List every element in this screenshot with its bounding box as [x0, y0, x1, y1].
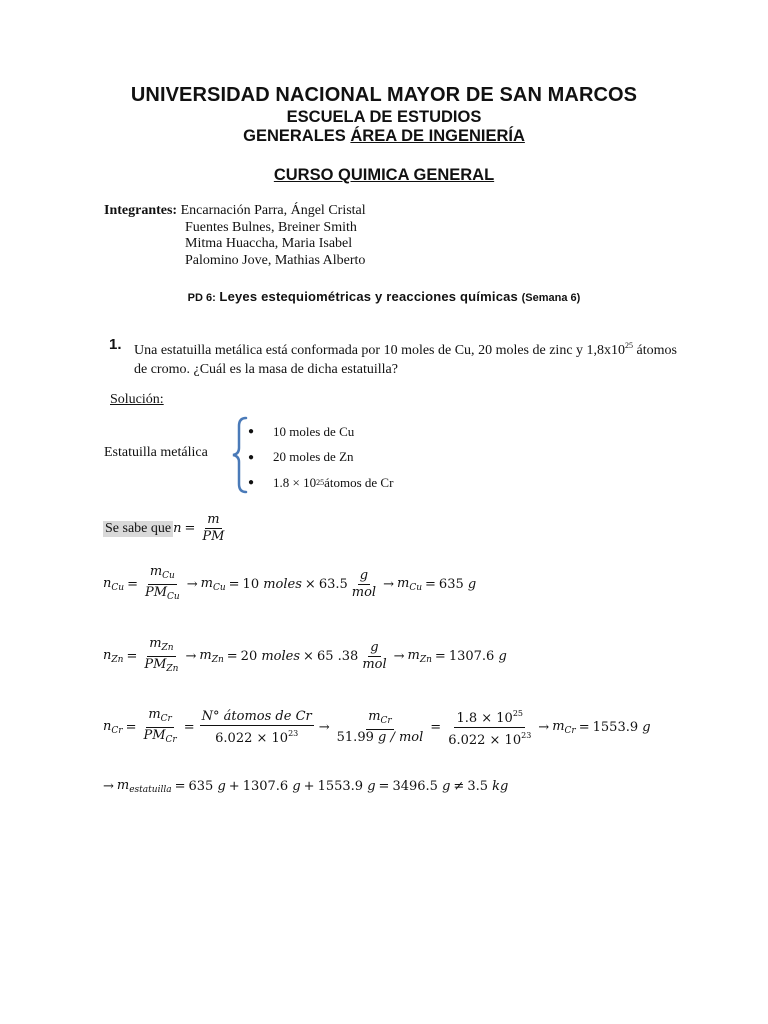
- member-name: Fuentes Bulnes, Breiner Smith: [185, 219, 357, 235]
- known-label: Se sabe que: [105, 520, 172, 536]
- school-line-1: ESCUELA DE ESTUDIOS: [286, 108, 482, 126]
- mole-formula: Se sabe que n = $\frac{m}{PM}$: [105, 512, 225, 544]
- member-name: Mitma Huaccha, Maria Isabel: [185, 236, 353, 252]
- components-list: [248, 419, 393, 496]
- list-item: ● 10 moles de Cu: [248, 423, 355, 439]
- question-number: 1.: [109, 336, 122, 353]
- practice-heading: PD 6: Leyes estequiométricas y reacciones químicas (Semana 6): [187, 289, 581, 304]
- zinc-equation: $n_{Zn}$ = $\frac{m_{Zn}}{PM_{Zn}}$ → $m_{Zn}$ = 20 moles × 65 .38 $\frac{g}{\text{mol}}$ → $m_{Zn}$ = 1307.6 g: [103, 636, 507, 674]
- list-item: ● 1.8 × 10 25 átomos de Cr: [248, 474, 394, 490]
- member-name: Palomino Jove, Mathias Alberto: [185, 252, 366, 268]
- members-block: [104, 203, 366, 269]
- chromium-equation: $n_{Cr}$ = $\frac{m_{Cr}}{PM_{Cr}}$ = $\frac{\text{N° átomos de Cr}}{6.022 \times 10^{23}}$ → $\frac{m_{Cr}}{\text{51.99 g / mol}}$ = $\frac{1.8 \times 10^{25}}{6.022 \times 10^{23}}$ → $m_{Cr}$ = 1553.9 g: [103, 707, 651, 748]
- copper-equation: $n_{Cu}$ = $\frac{m_{Cu}}{PM_{Cu}}$ → $m_{Cu}$ = 10 moles × 63.5 $\frac{g}{\text{mol}}$ → $m_{Cu}$ = 635 g: [103, 564, 477, 602]
- curly-brace-icon: [230, 416, 250, 494]
- member-name: Encarnación Parra, Ángel Cristal: [180, 203, 366, 218]
- question-text: Una estatuilla metálica está conformada por 10 moles de Cu, 20 moles de zinc y $1,8x10^{25}$ átomos de cromo. ¿Cuál es la masa de dicha estatuilla?: [134, 341, 677, 377]
- university-title: UNIVERSIDAD NACIONAL MAYOR DE SAN MARCOS: [130, 84, 638, 106]
- total-equation: → $m_{estatuilla}$ = 635 g + 1307.6 g + 1553.9 g = 3496.5 g ≠ 3.5 kg: [103, 778, 509, 795]
- school-line-2: GENERALES ÁREA DE INGENIERÍA: [243, 127, 525, 145]
- course-title: CURSO QUIMICA GENERAL: [273, 166, 495, 184]
- members-label: Integrantes:: [104, 203, 178, 218]
- solution-label: Solución:: [110, 392, 164, 407]
- list-item: ● 20 moles de Zn: [248, 449, 354, 465]
- statuette-label: Estatuilla metálica: [104, 445, 208, 460]
